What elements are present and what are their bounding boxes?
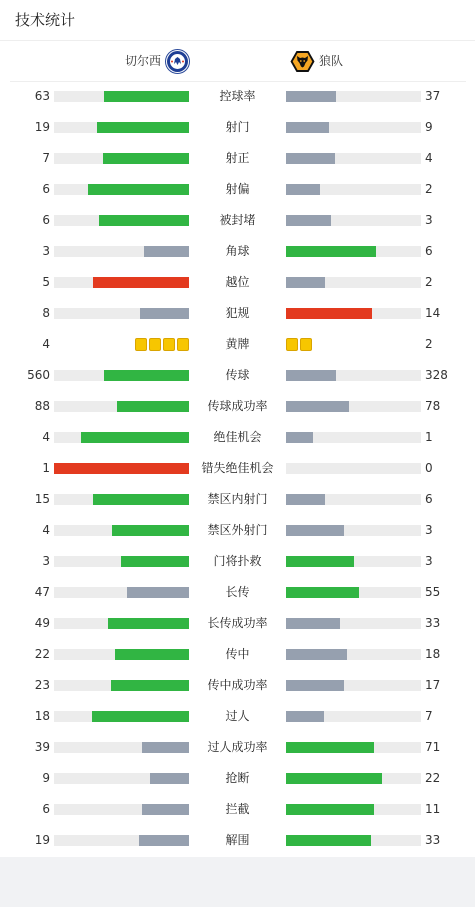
home-stat-value: 4 — [42, 337, 50, 351]
home-stat-value: 22 — [34, 647, 50, 661]
away-stat-bar-track — [286, 618, 421, 629]
away-stat-value: 55 — [425, 585, 441, 599]
home-stat-value: 19 — [34, 833, 50, 847]
away-stat-bar-fill — [286, 215, 331, 226]
stat-row — [0, 298, 475, 329]
home-stat-bar-track — [54, 246, 189, 257]
home-stat-bar-fill — [54, 463, 189, 474]
home-stat-bar-fill — [93, 494, 189, 505]
away-stat-bar-track — [286, 401, 421, 412]
away-stat-bar-track — [286, 649, 421, 660]
stat-row — [0, 174, 475, 205]
away-stat-bar-track — [286, 494, 421, 505]
away-stat-bar-fill — [286, 153, 335, 164]
stat-row — [0, 732, 475, 763]
away-stat-bar-track — [286, 463, 421, 474]
stat-label: 射门 — [225, 120, 250, 134]
away-stat-value: 2 — [425, 275, 433, 289]
home-stat-bar-track — [54, 122, 189, 133]
home-stat-bar-track — [54, 401, 189, 412]
home-stat-value: 63 — [34, 89, 50, 103]
stat-row — [0, 670, 475, 701]
away-stat-bar-fill — [286, 556, 354, 567]
home-stat-bar-fill — [115, 649, 189, 660]
yellow-card-icon — [163, 338, 175, 351]
home-stat-bar-track — [54, 835, 189, 846]
away-stat-value: 11 — [425, 802, 441, 816]
home-stat-value: 6 — [42, 182, 50, 196]
home-stat-bar-track — [54, 153, 189, 164]
stat-row — [0, 484, 475, 515]
stat-row — [0, 608, 475, 639]
home-stat-bar-fill — [81, 432, 189, 443]
stat-label: 传中 — [225, 647, 250, 661]
away-stat-bar-fill — [286, 494, 325, 505]
stat-label: 被封堵 — [219, 213, 256, 227]
chelsea-crest-icon — [165, 49, 190, 74]
away-stat-value: 328 — [425, 368, 448, 382]
home-yellow-cards — [135, 338, 189, 351]
away-stat-value: 37 — [425, 89, 441, 103]
stat-row — [0, 112, 475, 143]
away-stat-bar-fill — [286, 742, 374, 753]
home-stat-bar-fill — [108, 618, 189, 629]
away-stat-bar-track — [286, 804, 421, 815]
home-stat-bar-fill — [142, 804, 189, 815]
stat-label: 控球率 — [219, 89, 256, 103]
yellow-card-icon — [177, 338, 189, 351]
home-stat-bar-fill — [144, 246, 189, 257]
away-stat-bar-fill — [286, 711, 324, 722]
stat-label: 黄牌 — [225, 337, 250, 351]
home-stat-value: 23 — [34, 678, 50, 692]
stat-label: 传中成功率 — [207, 678, 268, 692]
away-stat-value: 17 — [425, 678, 441, 692]
away-stat-bar-track — [286, 246, 421, 257]
away-stat-bar-track — [286, 835, 421, 846]
away-stat-bar-track — [286, 184, 421, 195]
away-stat-value: 3 — [425, 213, 433, 227]
away-stat-bar-track — [286, 215, 421, 226]
stat-label: 错失绝佳机会 — [201, 461, 274, 475]
stat-row — [0, 639, 475, 670]
away-yellow-cards — [286, 338, 312, 351]
stat-row — [0, 825, 475, 856]
away-stat-value: 3 — [425, 523, 433, 537]
home-stat-value: 3 — [42, 244, 50, 258]
stat-label: 禁区外射门 — [207, 523, 268, 537]
yellow-card-icon — [149, 338, 161, 351]
away-stat-value: 14 — [425, 306, 441, 320]
away-stat-bar-fill — [286, 246, 376, 257]
stat-row — [0, 453, 475, 484]
stat-row — [0, 794, 475, 825]
home-stat-value: 19 — [34, 120, 50, 134]
home-stat-bar-fill — [97, 122, 189, 133]
home-stat-bar-fill — [93, 277, 189, 288]
away-stat-bar-track — [286, 153, 421, 164]
home-stat-bar-fill — [111, 680, 189, 691]
stat-label: 越位 — [225, 275, 250, 289]
away-stat-bar-fill — [286, 525, 344, 536]
home-stat-value: 6 — [42, 213, 50, 227]
away-stat-bar-fill — [286, 184, 320, 195]
away-stat-bar-fill — [286, 370, 336, 381]
away-stat-bar-track — [286, 308, 421, 319]
yellow-card-icon — [300, 338, 312, 351]
home-stat-bar-fill — [103, 153, 189, 164]
stat-row — [0, 577, 475, 608]
home-stat-bar-track — [54, 587, 189, 598]
home-stat-bar-track — [54, 184, 189, 195]
stat-label: 射偏 — [225, 182, 250, 196]
stat-row — [0, 515, 475, 546]
home-stat-value: 7 — [42, 151, 50, 165]
home-stat-bar-fill — [121, 556, 189, 567]
home-stat-bar-fill — [140, 308, 189, 319]
away-stat-bar-fill — [286, 618, 340, 629]
home-stat-bar-track — [54, 370, 189, 381]
home-stat-value: 560 — [27, 368, 50, 382]
home-stat-bar-track — [54, 525, 189, 536]
away-stat-bar-fill — [286, 91, 336, 102]
away-stat-value: 33 — [425, 833, 441, 847]
away-stat-value: 7 — [425, 709, 433, 723]
home-stat-bar-track — [54, 494, 189, 505]
home-stat-value: 18 — [34, 709, 50, 723]
stat-row — [0, 763, 475, 794]
away-stat-value: 2 — [425, 182, 433, 196]
stat-label: 禁区内射门 — [207, 492, 268, 506]
away-stat-bar-track — [286, 742, 421, 753]
stat-label: 过人成功率 — [207, 740, 268, 754]
stat-row — [0, 267, 475, 298]
home-stat-bar-fill — [104, 370, 189, 381]
yellow-card-icon — [286, 338, 298, 351]
stat-label: 拦截 — [225, 802, 250, 816]
home-stat-value: 4 — [42, 430, 50, 444]
home-stat-bar-track — [54, 215, 189, 226]
stat-label: 角球 — [225, 244, 250, 258]
home-stat-bar-track — [54, 649, 189, 660]
home-stat-bar-fill — [127, 587, 189, 598]
stat-row — [0, 205, 475, 236]
away-stat-value: 18 — [425, 647, 441, 661]
away-stat-value: 2 — [425, 337, 433, 351]
away-stat-value: 33 — [425, 616, 441, 630]
stat-row — [0, 546, 475, 577]
stat-label: 抢断 — [225, 771, 250, 785]
home-stat-bar-fill — [117, 401, 189, 412]
home-stat-value: 47 — [34, 585, 50, 599]
home-team-name: 切尔西 — [124, 54, 161, 68]
stat-label: 过人 — [225, 709, 250, 723]
home-stat-bar-fill — [150, 773, 189, 784]
away-stat-value: 0 — [425, 461, 433, 475]
stat-label: 解围 — [225, 833, 250, 847]
stat-row — [0, 329, 475, 360]
home-stat-bar-track — [54, 680, 189, 691]
away-stat-value: 22 — [425, 771, 441, 785]
home-stat-bar-track — [54, 432, 189, 443]
home-stat-bar-track — [54, 463, 189, 474]
stat-label: 犯规 — [225, 306, 250, 320]
away-stat-bar-fill — [286, 122, 329, 133]
stat-row — [0, 236, 475, 267]
away-stat-bar-fill — [286, 804, 374, 815]
home-stat-value: 3 — [42, 554, 50, 568]
away-stat-bar-track — [286, 432, 421, 443]
yellow-card-icon — [135, 338, 147, 351]
away-stat-bar-fill — [286, 432, 313, 443]
away-stat-bar-fill — [286, 587, 359, 598]
page-title: 技术统计 — [15, 11, 76, 29]
home-stat-value: 4 — [42, 523, 50, 537]
away-stat-bar-fill — [286, 277, 325, 288]
home-stat-value: 15 — [34, 492, 50, 506]
stat-label: 长传成功率 — [207, 616, 268, 630]
team-header — [10, 41, 466, 82]
home-stat-bar-track — [54, 773, 189, 784]
home-stat-bar-fill — [104, 91, 189, 102]
stat-label: 传球 — [225, 368, 250, 382]
away-stat-bar-fill — [286, 308, 372, 319]
home-stat-value: 8 — [42, 306, 50, 320]
away-stat-value: 6 — [425, 244, 433, 258]
stat-label: 射正 — [225, 151, 250, 165]
away-stat-bar-track — [286, 587, 421, 598]
away-stat-bar-track — [286, 277, 421, 288]
home-stat-value: 9 — [42, 771, 50, 785]
away-stat-bar-track — [286, 711, 421, 722]
home-stat-bar-track — [54, 711, 189, 722]
home-stat-bar-fill — [112, 525, 189, 536]
home-stat-bar-track — [54, 742, 189, 753]
stat-label: 长传 — [225, 585, 250, 599]
away-stat-value: 6 — [425, 492, 433, 506]
away-stat-value: 3 — [425, 554, 433, 568]
home-stat-bar-track — [54, 618, 189, 629]
away-stat-value: 1 — [425, 430, 433, 444]
home-stat-value: 49 — [34, 616, 50, 630]
home-stat-value: 1 — [42, 461, 50, 475]
away-stat-bar-track — [286, 370, 421, 381]
stat-row — [0, 391, 475, 422]
away-stat-value: 71 — [425, 740, 441, 754]
home-stat-bar-fill — [142, 742, 189, 753]
away-team-name: 狼队 — [319, 54, 344, 68]
stat-row — [0, 701, 475, 732]
home-stat-bar-fill — [92, 711, 189, 722]
home-stat-bar-fill — [139, 835, 189, 846]
stat-label: 传球成功率 — [207, 399, 268, 413]
home-stat-bar-track — [54, 277, 189, 288]
away-stat-bar-fill — [286, 680, 344, 691]
stat-row — [0, 143, 475, 174]
home-stat-bar-track — [54, 91, 189, 102]
stat-label: 绝佳机会 — [213, 430, 262, 444]
home-stat-bar-track — [54, 556, 189, 567]
home-stat-bar-fill — [99, 215, 189, 226]
away-stat-bar-track — [286, 525, 421, 536]
away-stat-bar-fill — [286, 835, 371, 846]
home-stat-value: 88 — [34, 399, 50, 413]
home-stat-value: 6 — [42, 802, 50, 816]
stat-row — [0, 360, 475, 391]
away-stat-bar-track — [286, 556, 421, 567]
away-stat-bar-track — [286, 122, 421, 133]
away-stat-value: 9 — [425, 120, 433, 134]
away-stat-value: 78 — [425, 399, 441, 413]
home-stat-value: 39 — [34, 740, 50, 754]
away-stat-bar-track — [286, 773, 421, 784]
away-stat-bar-fill — [286, 401, 349, 412]
stat-label: 门将扑救 — [213, 554, 262, 568]
away-stat-bar-fill — [286, 649, 347, 660]
home-stat-bar-track — [54, 804, 189, 815]
away-stat-value: 4 — [425, 151, 433, 165]
stat-row — [0, 81, 475, 112]
home-stat-bar-fill — [88, 184, 189, 195]
home-stat-value: 5 — [42, 275, 50, 289]
away-stat-bar-track — [286, 680, 421, 691]
stat-row — [0, 422, 475, 453]
home-stat-bar-track — [54, 308, 189, 319]
away-stat-bar-track — [286, 91, 421, 102]
wolves-crest-icon — [290, 49, 315, 74]
away-stat-bar-fill — [286, 773, 382, 784]
